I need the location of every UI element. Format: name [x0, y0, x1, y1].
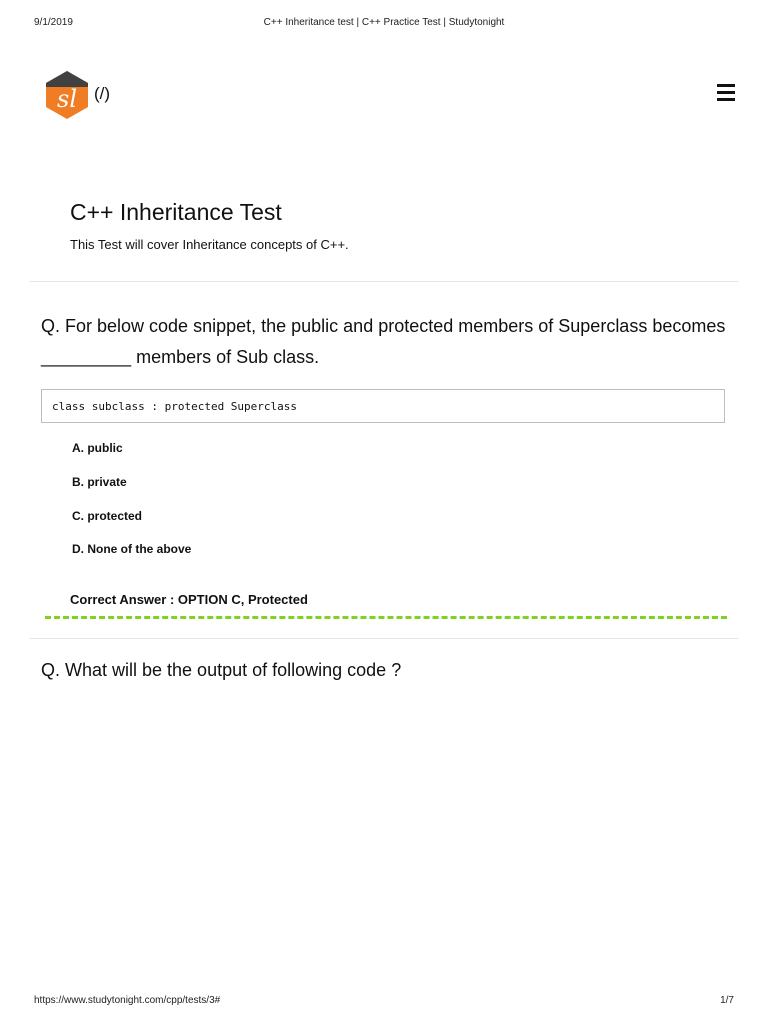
test-title: C++ Inheritance Test	[70, 199, 282, 225]
option-d[interactable]: D. None of the above	[72, 542, 192, 556]
print-date: 9/1/2019	[34, 17, 73, 28]
logo-letters: sl	[57, 85, 77, 113]
studytonight-logo[interactable]	[42, 70, 92, 120]
code-snippet: class subclass : protected Superclass	[41, 389, 725, 423]
print-page-number: 1/7	[720, 995, 734, 1006]
option-a[interactable]: A. public	[72, 441, 123, 455]
option-c[interactable]: C. protected	[72, 509, 143, 523]
answer-dashed-divider	[45, 616, 727, 619]
print-footer-url: https://www.studytonight.com/cpp/tests/3#	[34, 995, 221, 1006]
question-2-text: Q. What will be the output of following code ?	[41, 660, 402, 680]
correct-answer: Correct Answer : OPTION C, Protected	[70, 592, 308, 607]
option-b[interactable]: B. private	[72, 475, 127, 489]
hamburger-menu-icon[interactable]	[717, 84, 735, 102]
question-1-text: Q. For below code snippet, the public and protected members of Superclass becomes _________ members of Sub class.	[41, 316, 726, 367]
section-divider	[30, 281, 738, 282]
question-divider	[30, 638, 738, 639]
print-page-title: C++ Inheritance test | C++ Practice Test | Studytonight	[263, 17, 505, 28]
home-link[interactable]: (/)	[94, 84, 111, 103]
test-description: This Test will cover Inheritance concepts of C++.	[70, 237, 349, 252]
